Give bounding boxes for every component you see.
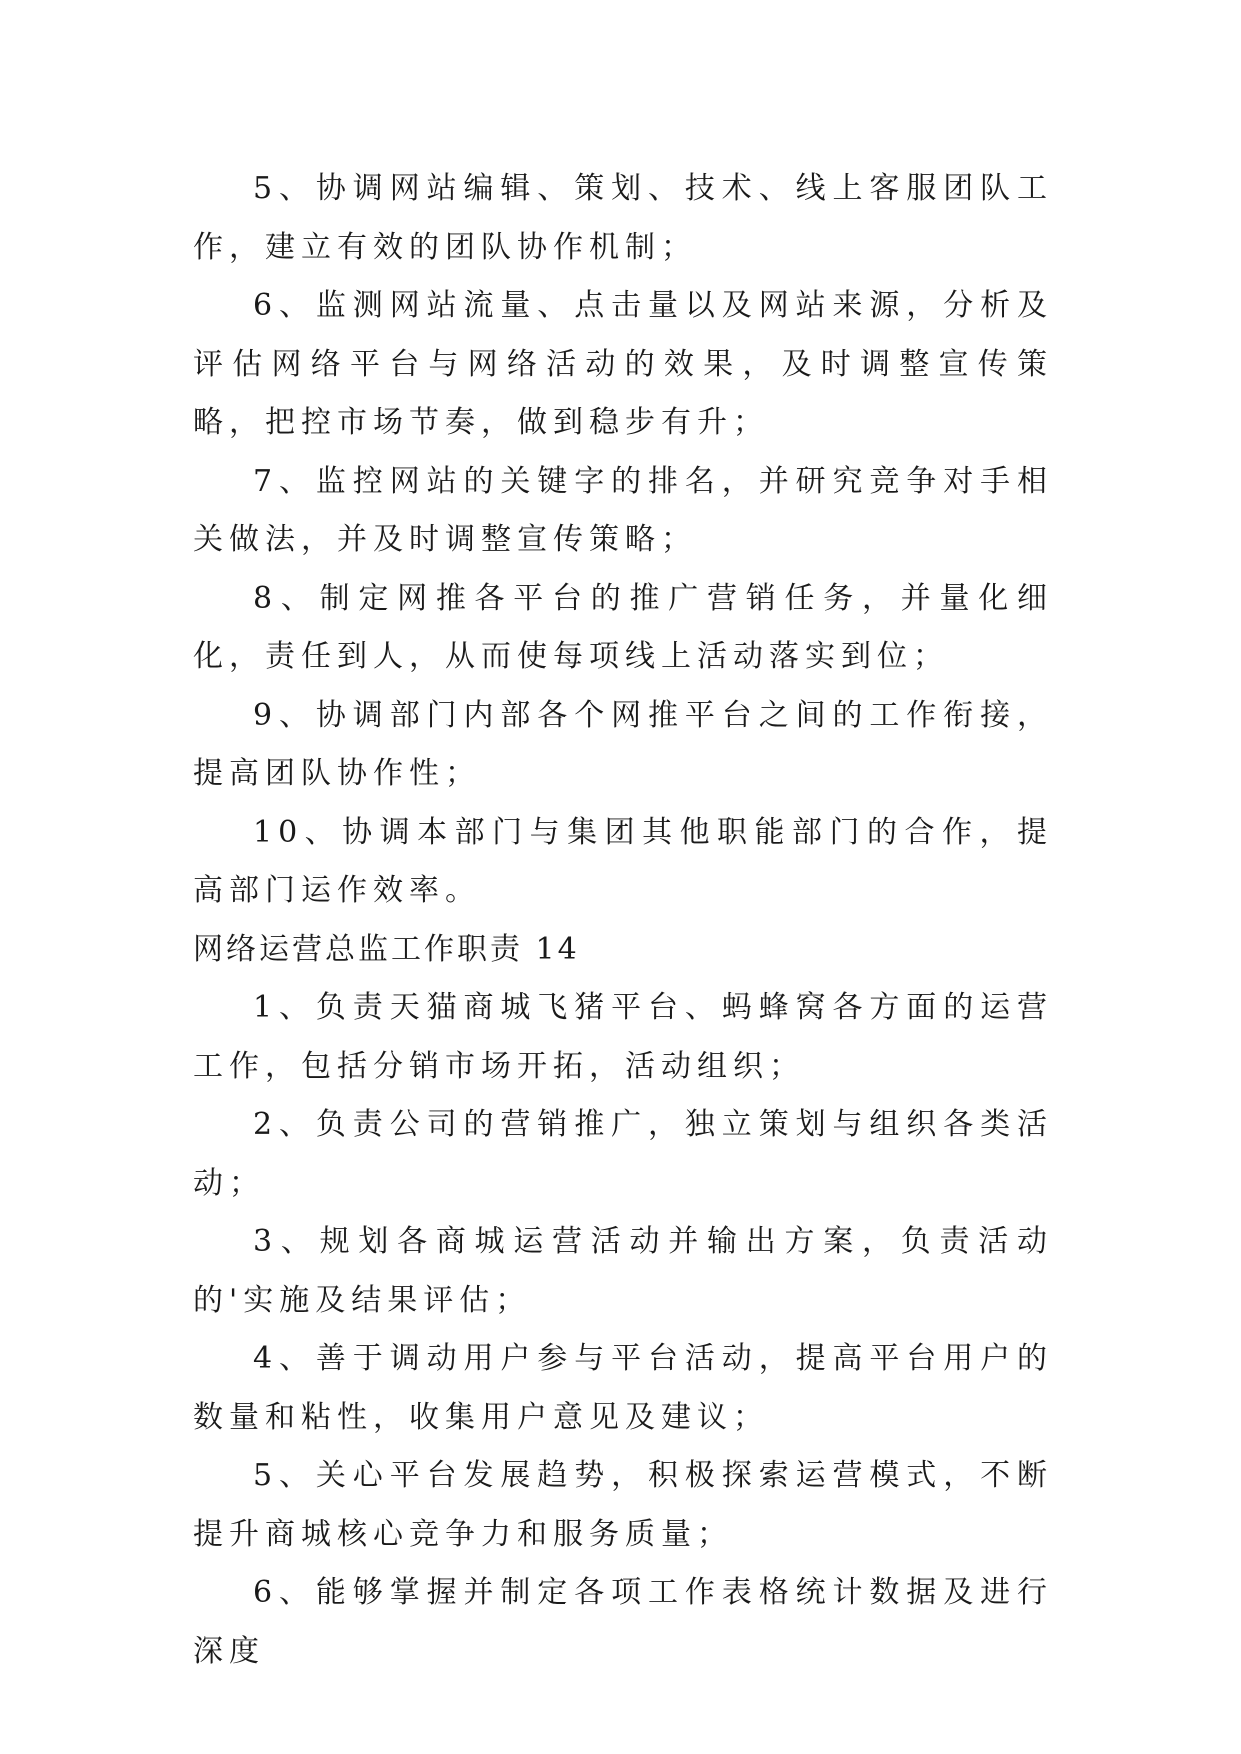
paragraph-item-2-marketing: 2、负责公司的营销推广，独立策划与组织各类活动；: [193, 1107, 1053, 1201]
section-heading: 网络运营总监工作职责 14: [193, 931, 580, 967]
paragraph-item-7-keyword-ranking: 7、监控网站的关键字的排名，并研究竞争对手相关做法，并及时调整宣传策略；: [193, 463, 1053, 557]
paragraph-item-1-platform-operations: 1、负责天猫商城飞猪平台、蚂蜂窝各方面的运营工作，包括分销市场开拓，活动组织；: [193, 990, 1053, 1084]
paragraph-item-6-data-statistics: 6、能够掌握并制定各项工作表格统计数据及进行深度: [193, 1575, 1053, 1669]
paragraph-item-5-trend-exploration: 5、关心平台发展趋势，积极探索运营模式，不断提升商城核心竞争力和服务质量；: [193, 1458, 1053, 1552]
document-body: [193, 160, 1053, 1681]
paragraph-item-4-user-engagement: 4、善于调动用户参与平台活动，提高平台用户的数量和粘性，收集用户意见及建议；: [193, 1341, 1053, 1435]
paragraph-item-3-activity-planning: 3、规划各商城运营活动并输出方案，负责活动的'实施及结果评估；: [193, 1224, 1053, 1318]
paragraph-item-10-department-cooperation: 10、协调本部门与集团其他职能部门的合作，提高部门运作效率。: [193, 814, 1053, 908]
paragraph-item-5-coordination: 5、协调网站编辑、策划、技术、线上客服团队工作，建立有效的团队协作机制；: [193, 171, 1053, 265]
paragraph-item-8-promotion-tasks: 8、制定网推各平台的推广营销任务，并量化细化，责任到人，从而使每项线上活动落实到位；: [193, 580, 1053, 674]
paragraph-item-9-platform-coordination: 9、协调部门内部各个网推平台之间的工作衔接，提高团队协作性；: [193, 697, 1053, 791]
paragraph-item-6-monitoring: 6、监测网站流量、点击量以及网站来源，分析及评估网络平台与网络活动的效果，及时调整宣传策略，把控市场节奏，做到稳步有升；: [193, 288, 1053, 440]
